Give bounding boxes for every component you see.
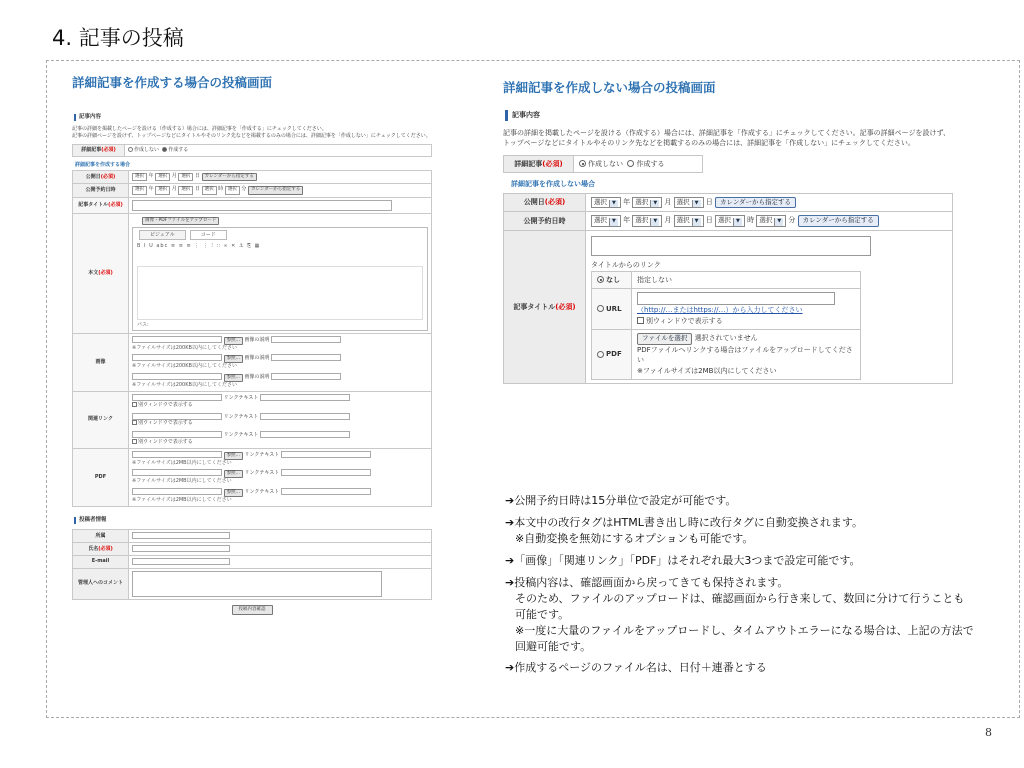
editor-path: パス: [137,321,149,328]
radio-create[interactable] [162,147,167,152]
pdf-note: PDFファイルへリンクする場合はファイルをアップロードしてください [637,345,853,365]
left-pdf-label: PDF [73,448,129,506]
option-none[interactable]: なし [592,271,632,289]
calendar-button[interactable]: カレンダーから指定する [202,173,257,181]
browse-button[interactable]: 参照... [224,470,243,478]
browse-button[interactable]: 参照... [224,337,243,345]
name-label: 氏名(必須) [73,543,129,556]
left-description [72,126,432,140]
right-content-heading: 記事内容 [505,110,953,121]
right-form-screenshot [503,108,953,384]
left-desc-line: 記事の詳細を掲載したページを設ける（作成する）場合には、詳細記事を「作成する」にチェックしてください。 [72,126,327,133]
day-select[interactable]: 選択 ▼ [674,197,704,209]
browse-button[interactable]: 参照... [224,452,243,460]
left-schedule-fields: 選択 年 選択 月 選択 日 選択 時 選択 分 カレンダーから指定する [129,184,432,197]
left-section-title: 詳細記事を作成する場合の投稿画面 [72,75,273,90]
right-schedule-label: 公開予約日時 [504,212,586,231]
url-input[interactable] [637,292,835,305]
note-item: ➔作成するページのファイル名は、日付＋連番とする [505,661,767,675]
left-schedule-label: 公開予約日時 [73,184,129,197]
left-image-fields: 参照... 画像の説明 ※ファイルサイズは200KB以内にしてください 参照... 画像の説明 ※ファイルサイズは200KB以内にしてください 参照... 画像の説明 ※ファイルサイズは200KB以内にしてください [129,333,432,391]
left-content-heading: 記事内容 [74,114,432,121]
dept-input[interactable] [132,532,230,539]
right-publish-fields: 選択 ▼ 年 選択 ▼ 月 選択 ▼ 日 カレンダーから指定する [586,193,953,212]
left-link-fields: リンクテキスト 別ウィンドウで表示する リンクテキスト 別ウィンドウで表示する リンクテキスト 別ウィンドウで表示する [129,392,432,449]
radio-not-create[interactable] [579,160,586,167]
right-description: 記事の詳細を掲載したページを設ける（作成する）場合には、詳細記事を「作成する」にチェックしてください。記事の詳細ページを設けず、トップページなどにタイトルやそのリンク先などを掲載するのみの場合には、詳細記事を「作成しない」にチェックしてください。 [503,128,950,147]
right-main-table [503,193,953,385]
link-from-title-label: タイトルからのリンク [591,261,661,269]
day-select[interactable]: 選択 [178,173,193,181]
left-link-label: 関連リンク [73,392,129,449]
title-input[interactable] [132,200,392,211]
email-input[interactable] [132,558,230,565]
year-select[interactable]: 選択 ▼ [591,197,621,209]
year-select[interactable]: 選択 [132,173,147,181]
right-sub-heading: 詳細記事を作成しない場合 [511,180,595,188]
right-section-title: 詳細記事を作成しない場合の投稿画面 [503,80,716,95]
left-desc-line: 記事の詳細ページを設けず、トップページなどにタイトルやそのリンク先などを掲載するのみの場合には、詳細記事を「作成しない」にチェックしてください。 [72,133,431,140]
note-item: ➔公開予約日時は15分単位で設定が可能です。 [505,494,737,507]
left-detail-options: 作成しない 作成する [125,144,432,156]
poster-table [72,529,432,599]
hour-select[interactable]: 選択 [202,186,217,194]
right-title-label: 記事タイトル(必須) [504,231,586,384]
browse-button[interactable]: 参照... [224,355,243,363]
dept-label: 所属 [73,530,129,543]
left-publish-fields: 選択 年 選択 月 選択 日 カレンダーから指定する [129,171,432,184]
note-item: ➔「画像」「関連リンク」「PDF」はそれぞれ最大3つまで設定可能です。 [505,553,861,567]
minute-select[interactable]: 選択 [225,186,240,194]
left-detail-table [72,144,432,157]
right-detail-options: 作成しない 作成する [574,155,703,173]
month-select[interactable]: 選択 [155,173,170,181]
month-select[interactable]: 選択 [155,186,170,194]
option-url[interactable]: URL [592,289,632,330]
upload-button[interactable]: 画像・PDFファイルをアップロード [142,217,219,225]
radio-create[interactable] [627,160,634,167]
slide-title: 4. 記事の投稿 [52,26,184,50]
new-window-checkbox[interactable] [132,439,137,444]
option-pdf[interactable]: PDF [592,330,632,380]
page-number: 8 [985,726,992,739]
radio-not-create[interactable] [128,147,133,152]
year-select[interactable]: 選択 [132,186,147,194]
left-sub-heading: 詳細記事を作成する場合 [75,161,131,168]
right-title-fields [586,231,953,384]
left-detail-label: 詳細記事(必須) [73,144,125,156]
month-select[interactable]: 選択 ▼ [632,197,662,209]
choose-file-button[interactable]: ファイルを選択 [637,333,692,345]
poster-heading: 投稿者情報 [74,517,432,524]
title-input[interactable] [591,236,871,256]
pdf-size-note: ※ファイルサイズは2MB以内にしてください [637,366,777,375]
month-select[interactable]: 選択 ▼ [632,215,662,227]
right-detail-table [503,155,703,174]
tab-code[interactable]: コード [190,230,227,241]
left-publish-label: 公開日(必須) [73,171,129,184]
right-detail-label: 詳細記事(必須) [504,155,574,173]
comment-label: 管理人へのコメント [73,568,129,599]
minute-select[interactable]: 選択 ▼ [756,215,786,227]
left-main-table [72,170,432,507]
year-select[interactable]: 選択 ▼ [591,215,621,227]
left-title-label: 記事タイトル(必須) [73,197,129,213]
hour-select[interactable]: 選択 ▼ [715,215,745,227]
browse-button[interactable]: 参照... [224,374,243,382]
email-label: E-mail [73,555,129,568]
notes-list [505,493,975,682]
new-window-checkbox[interactable] [132,402,137,407]
day-select[interactable]: 選択 [178,186,193,194]
link-options-table: なし 指定しない URL （http://…またはhttps://…）から入力してください 別ウィンドウで表示する PDF ファイルを選択 選択されていません PDFファイルへリンクする場合はファイルをアップロードしてください ※ファイルサイズは2MB以内にしてください [591,271,861,381]
left-body-label: 本文(必須) [73,213,129,333]
none-desc: 指定しない [632,271,861,289]
calendar-button[interactable]: カレンダーから指定する [248,186,303,194]
name-input[interactable] [132,545,230,552]
left-form-screenshot [72,110,432,615]
new-window-checkbox[interactable] [132,420,137,425]
editor-toolbar[interactable]: B I U abc ≡ ≡ ≡ ⋮ ⋮ ⁝ ∷ ∞ ✕ ⚓ ⎘ ▦ [137,243,261,250]
day-select[interactable]: 選択 ▼ [674,215,704,227]
browse-button[interactable]: 参照... [224,489,243,497]
left-pdf-fields: 参照... リンクテキスト ※ファイルサイズは2MB以内にしてください 参照... リンクテキスト ※ファイルサイズは2MB以内にしてください 参照... リンクテキスト ※ファイルサイズは2MB以内にしてください [129,448,432,506]
left-image-label: 画像 [73,333,129,391]
right-publish-label: 公開日(必須) [504,193,586,212]
editor-area[interactable] [137,266,423,320]
comment-textarea[interactable] [132,571,382,597]
calendar-button[interactable]: カレンダーから指定する [715,197,796,209]
body-editor[interactable] [132,227,428,331]
note-item: ➔投稿内容は、確認画面から戻ってきても保持されます。 そのため、ファイルのアップロードは、確認画面から行き来して、数回に分けて行うことも可能です。 ※一度に大量のファイルをアップロードし、タイムアウトエラーになる場合は、上記の方法で回避可能です。 [505,575,974,653]
right-schedule-fields: 選択 ▼ 年 選択 ▼ 月 選択 ▼ 日 選択 ▼ 時 選択 ▼ 分 カレンダーから指定する [586,212,953,231]
calendar-button[interactable]: カレンダーから指定する [798,215,879,227]
url-hint: （http://…またはhttps://…）から入力してください [637,306,803,314]
tab-visual[interactable]: ビジュアル [139,230,186,241]
new-window-checkbox[interactable] [637,317,644,324]
note-item: ➔本文中の改行タグはHTML書き出し時に改行タグに自動変換されます。 ※自動変換を無効にするオプションも可能です。 [505,515,863,545]
confirm-button[interactable]: 投稿内容確認 [232,605,273,615]
